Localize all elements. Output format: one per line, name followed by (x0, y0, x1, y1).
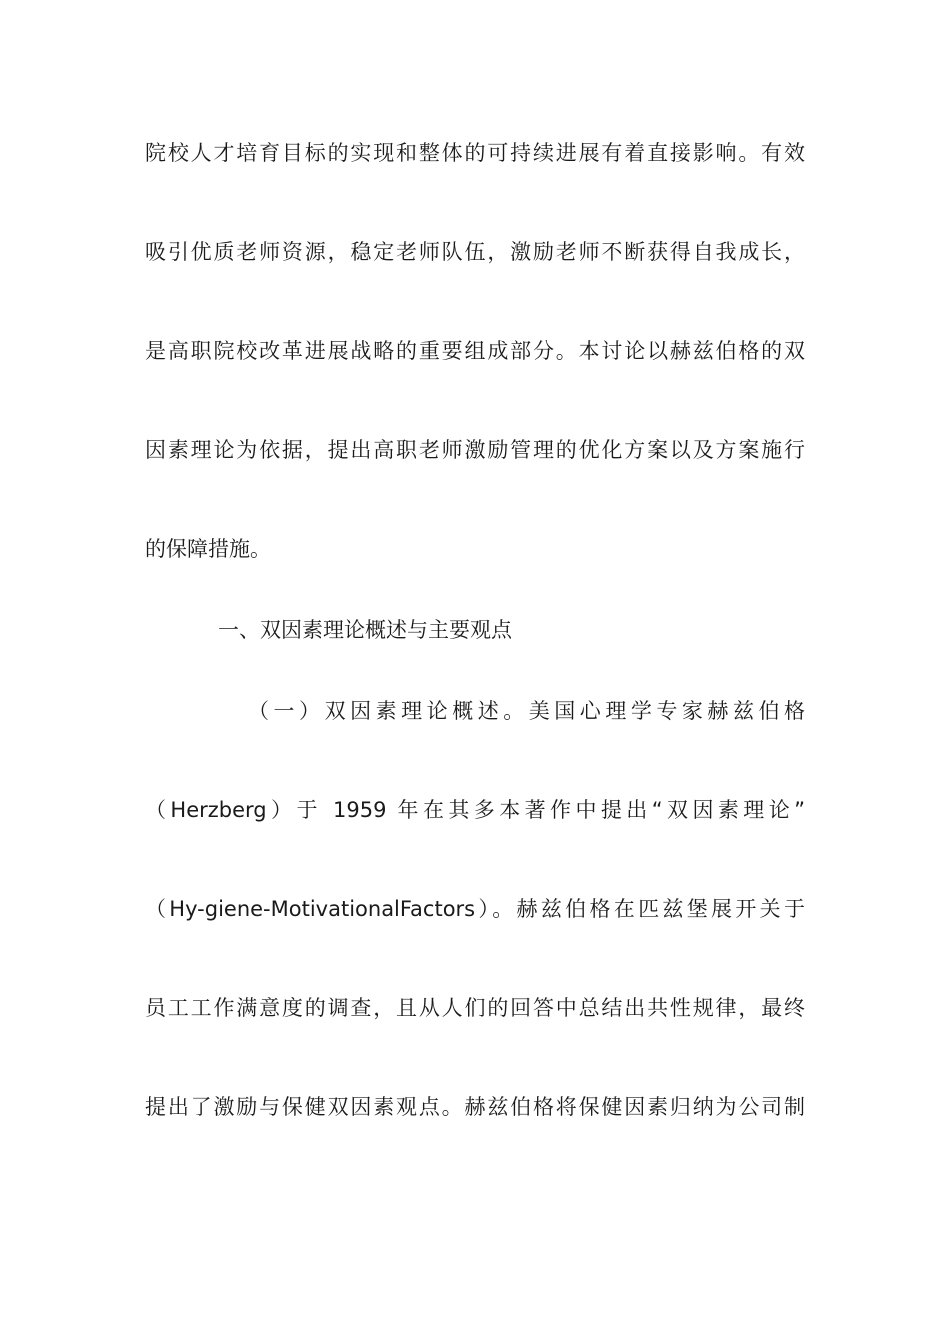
paragraph-line: 吸引优质老师资源，稳定老师队伍，激励老师不断获得自我成长， (145, 240, 805, 264)
paragraph-line: （Herzberg）于 1959 年在其多本著作中提出“双因素理论” (145, 798, 805, 822)
paragraph-line: 的保障措施。 (145, 537, 271, 561)
subsection-line: （一）双因素理论概述。美国心理学专家赫兹伯格 (248, 699, 805, 723)
section-heading: 一、双因素理论概述与主要观点 (218, 618, 512, 642)
paragraph-line: 是高职院校改革进展战略的重要组成部分。本讨论以赫兹伯格的双 (145, 339, 805, 363)
paragraph-line: 院校人才培育目标的实现和整体的可持续进展有着直接影响。有效 (145, 141, 805, 165)
paragraph-line: 因素理论为依据，提出高职老师激励管理的优化方案以及方案施行 (145, 438, 805, 462)
paragraph-line: 员工工作满意度的调查，且从人们的回答中总结出共性规律，最终 (145, 996, 805, 1020)
paragraph-line: （Hy-giene-MotivationalFactors）。赫兹伯格在匹兹堡展开关于 (145, 897, 805, 921)
paragraph-line: 提出了激励与保健双因素观点。赫兹伯格将保健因素归纳为公司制 (145, 1095, 805, 1119)
